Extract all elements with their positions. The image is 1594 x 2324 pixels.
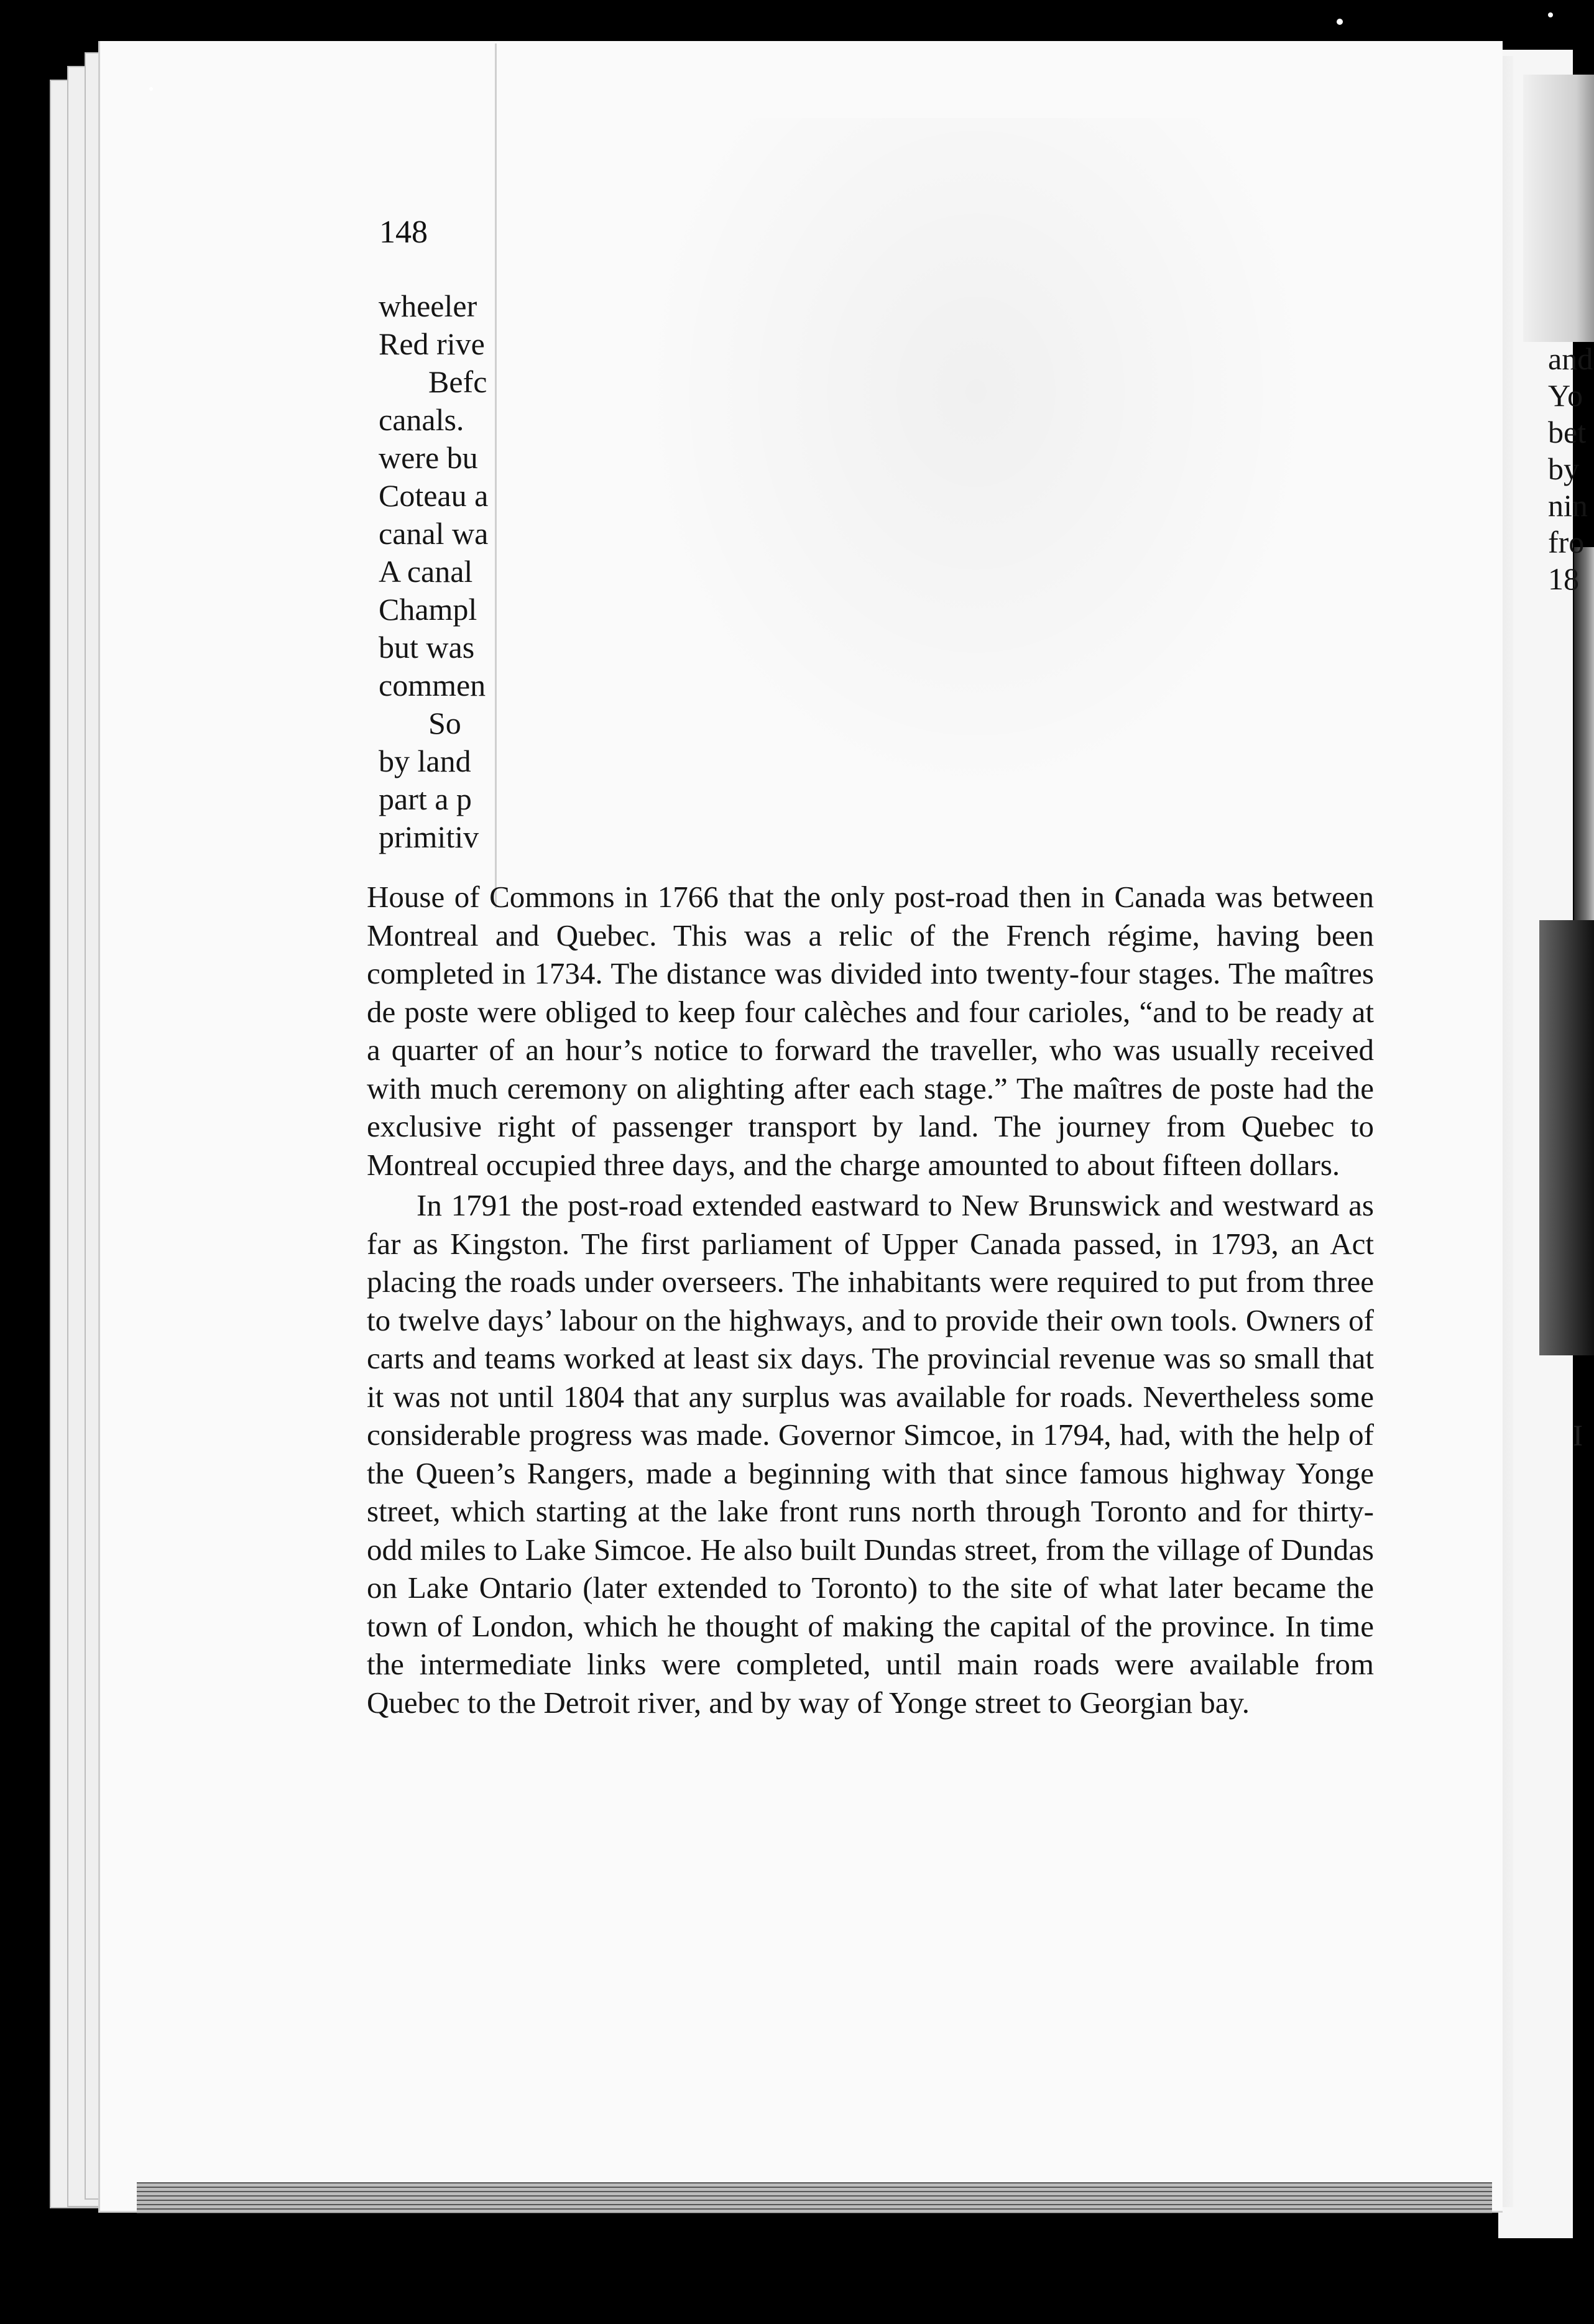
bleed-through: [634, 118, 1318, 802]
facing-line: nin: [1548, 488, 1588, 523]
text-line: wheeler: [379, 288, 477, 323]
body-text: [367, 878, 1374, 1722]
facing-page-text: I: [1573, 1419, 1583, 1452]
text-line: commen: [379, 668, 486, 703]
facing-line: 18: [1548, 561, 1579, 596]
paragraph: In 1791 the post-road extended eastward to New Brunswick and westward as far as Kingston. The first parliament of Upper Canada passed, in 1793, an Act placing the roads under overseers. The inhabitants were required to put from three to twelve days’ labour on the highways, and to provide their own tools. Owners of carts and teams worked at least six days. The provincial revenue was so small that it was not until 1804 that any surplus was available for roads. Nevertheless some considerable progress was made. Governor Simcoe, in 1794, had, with the help of the Queen’s Rangers, made a beginning with that since famous highway Yonge street, which starting at the lake front runs north through Toronto and for thirty-odd miles to Lake Simcoe. He also built Dundas street, from the village of Dundas on Lake Ontario (later extended to Toronto) to the site of what later became the town of London, which he thought of making the capital of the province. In time the intermediate links were completed, until main roads were available from Quebec to the Detroit river, and by way of Yonge street to Georgian bay.: [367, 1188, 1374, 1720]
text-line: canals.: [379, 402, 464, 437]
facing-page-image: [1523, 75, 1594, 342]
dust-speck: [1548, 12, 1553, 17]
dust-speck: [149, 87, 153, 91]
text-line: were bu: [379, 440, 478, 475]
text-line: A canal: [379, 554, 473, 589]
facing-line: by: [1548, 451, 1579, 486]
text-line: primitiv: [379, 819, 479, 854]
page-edges: [137, 2182, 1492, 2213]
dust-speck: [1337, 19, 1343, 25]
text-line: Champl: [379, 592, 477, 627]
text-line: So: [428, 706, 461, 740]
text-line: Red rive: [379, 326, 485, 361]
text-line: Coteau a: [379, 478, 489, 513]
facing-page-text: [1548, 341, 1594, 597]
text-line: but was: [379, 630, 475, 665]
facing-line: Yo: [1548, 378, 1583, 413]
paragraph: House of Commons in 1766 that the only post-road then in Canada was between Montreal and Quebec. This was a relic of the French régime, having been completed in 1734. The distance was divided into twenty-four stages. The maîtres de poste were obliged to keep four calèches and four carioles, “and to be ready at a quarter of an hour’s notice to forward the traveller, who was usually received with much ceremony on alighting after each stage.” The maîtres de poste had the exclusive right of passenger transport by land. The journey from Quebec to Montreal occupied three days, and the charge amounted to about fifteen dollars.: [367, 880, 1374, 1182]
truncated-column: [379, 287, 497, 884]
facing-line: and: [1548, 341, 1593, 376]
facing-page-image: [1539, 920, 1594, 1355]
facing-line: fro: [1548, 525, 1585, 560]
text-line: part a p: [379, 782, 472, 816]
text-line: Befc: [428, 364, 487, 399]
text-line: by land: [379, 744, 471, 778]
page-number: 148: [379, 214, 428, 250]
facing-line: bet: [1548, 415, 1587, 450]
text-line: canal wa: [379, 516, 489, 551]
